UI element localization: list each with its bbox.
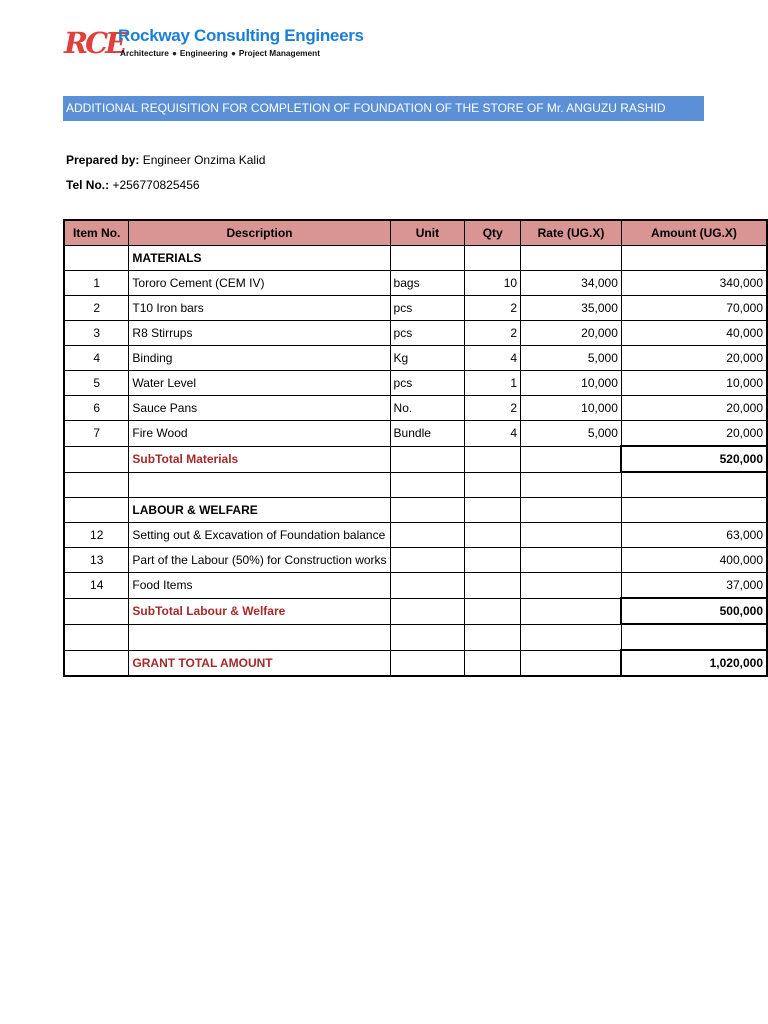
unit-cell (390, 573, 465, 599)
amount-cell: 20,000 (621, 421, 767, 447)
item-no-cell: 4 (64, 346, 129, 371)
item-no-cell: 13 (64, 548, 129, 573)
description-cell: Tororo Cement (CEM IV) (129, 271, 390, 296)
description-cell: Part of the Labour (50%) for Construction works (129, 548, 390, 573)
blank-row (64, 624, 767, 650)
tagline-project-management: Project Management (238, 48, 321, 58)
description-cell: R8 Stirrups (129, 321, 390, 346)
item-no-cell: 14 (64, 573, 129, 599)
unit-cell (390, 523, 465, 548)
unit-cell: bags (390, 271, 465, 296)
table-row (64, 296, 767, 321)
amount-cell: 63,000 (621, 523, 767, 548)
bullet-icon: ● (230, 48, 236, 58)
labour-heading-row (64, 498, 767, 523)
subtotal-materials-label: SubTotal Materials (129, 446, 390, 472)
qty-cell: 4 (465, 346, 521, 371)
rate-cell (521, 573, 622, 599)
amount-cell: 340,000 (621, 271, 767, 296)
grand-total-label: GRANT TOTAL AMOUNT (129, 650, 390, 676)
description-cell: Setting out & Excavation of Foundation balance (129, 523, 390, 548)
header-rate: Rate (UG.X) (521, 220, 622, 246)
description-cell: Food Items (129, 573, 390, 599)
subtotal-materials-row (64, 446, 767, 472)
amount-cell: 20,000 (621, 396, 767, 421)
requisition-table (63, 219, 768, 677)
amount-cell: 37,000 (621, 573, 767, 599)
bullet-icon: ● (171, 48, 177, 58)
item-no-cell: 2 (64, 296, 129, 321)
table-row (64, 421, 767, 447)
qty-cell: 10 (465, 271, 521, 296)
materials-heading-row (64, 246, 767, 271)
subtotal-labour-amount: 500,000 (621, 598, 767, 624)
qty-cell (465, 548, 521, 573)
logo-mark: RCE (64, 26, 125, 60)
qty-cell: 1 (465, 371, 521, 396)
amount-cell: 10,000 (621, 371, 767, 396)
rate-cell: 20,000 (521, 321, 622, 346)
item-no-cell: 5 (64, 371, 129, 396)
materials-heading: MATERIALS (129, 246, 390, 271)
table-row (64, 321, 767, 346)
table-row (64, 548, 767, 573)
qty-cell: 4 (465, 421, 521, 447)
item-no-cell: 12 (64, 523, 129, 548)
item-no-cell: 7 (64, 421, 129, 447)
table-row (64, 346, 767, 371)
description-cell: Binding (129, 346, 390, 371)
description-cell: Sauce Pans (129, 396, 390, 421)
unit-cell: Kg (390, 346, 465, 371)
amount-cell: 40,000 (621, 321, 767, 346)
company-name: Rockway Consulting Engineers (118, 26, 364, 45)
rate-cell: 34,000 (521, 271, 622, 296)
item-no-cell: 3 (64, 321, 129, 346)
qty-cell (465, 523, 521, 548)
header-description: Description (129, 220, 390, 246)
amount-cell: 400,000 (621, 548, 767, 573)
item-no-cell: 1 (64, 271, 129, 296)
header-unit: Unit (390, 220, 465, 246)
rate-cell: 35,000 (521, 296, 622, 321)
unit-cell (390, 548, 465, 573)
amount-cell: 20,000 (621, 346, 767, 371)
description-cell: Fire Wood (129, 421, 390, 447)
qty-cell (465, 573, 521, 599)
grand-total-amount: 1,020,000 (621, 650, 767, 676)
unit-cell: Bundle (390, 421, 465, 447)
tel-value: +256770825456 (109, 178, 200, 192)
header-amount: Amount (UG.X) (621, 220, 767, 246)
prepared-by-label: Prepared by: (66, 153, 140, 167)
description-cell: T10 Iron bars (129, 296, 390, 321)
table-row (64, 396, 767, 421)
amount-cell: 70,000 (621, 296, 767, 321)
subtotal-labour-row (64, 598, 767, 624)
blank-row (64, 472, 767, 498)
table-header-row (64, 220, 767, 246)
tel-line (66, 178, 200, 192)
unit-cell: pcs (390, 321, 465, 346)
unit-cell: pcs (390, 371, 465, 396)
qty-cell: 2 (465, 296, 521, 321)
grand-total-row (64, 650, 767, 676)
rate-cell: 10,000 (521, 396, 622, 421)
rate-cell: 5,000 (521, 421, 622, 447)
tagline-architecture: Architecture (120, 48, 169, 58)
rate-cell (521, 548, 622, 573)
qty-cell: 2 (465, 396, 521, 421)
labour-heading: LABOUR & WELFARE (129, 498, 390, 523)
tagline-engineering: Engineering (179, 48, 228, 58)
subtotal-labour-label: SubTotal Labour & Welfare (129, 598, 390, 624)
prepared-by-value: Engineer Onzima Kalid (139, 153, 266, 167)
table-row (64, 573, 767, 599)
qty-cell: 2 (465, 321, 521, 346)
rate-cell: 5,000 (521, 346, 622, 371)
header-qty: Qty (465, 220, 521, 246)
subtotal-materials-amount: 520,000 (621, 446, 767, 472)
table-row (64, 523, 767, 548)
company-tagline (120, 48, 320, 59)
prepared-by-line (66, 153, 265, 167)
rate-cell: 10,000 (521, 371, 622, 396)
document-title: ADDITIONAL REQUISITION FOR COMPLETION OF FOUNDATION OF THE STORE OF Mr. ANGUZU RASHID (63, 96, 704, 121)
table-row (64, 371, 767, 396)
header-item-no: Item No. (64, 220, 129, 246)
description-cell: Water Level (129, 371, 390, 396)
unit-cell: No. (390, 396, 465, 421)
table-row (64, 271, 767, 296)
unit-cell: pcs (390, 296, 465, 321)
item-no-cell: 6 (64, 396, 129, 421)
tel-label: Tel No.: (66, 178, 110, 192)
rate-cell (521, 523, 622, 548)
